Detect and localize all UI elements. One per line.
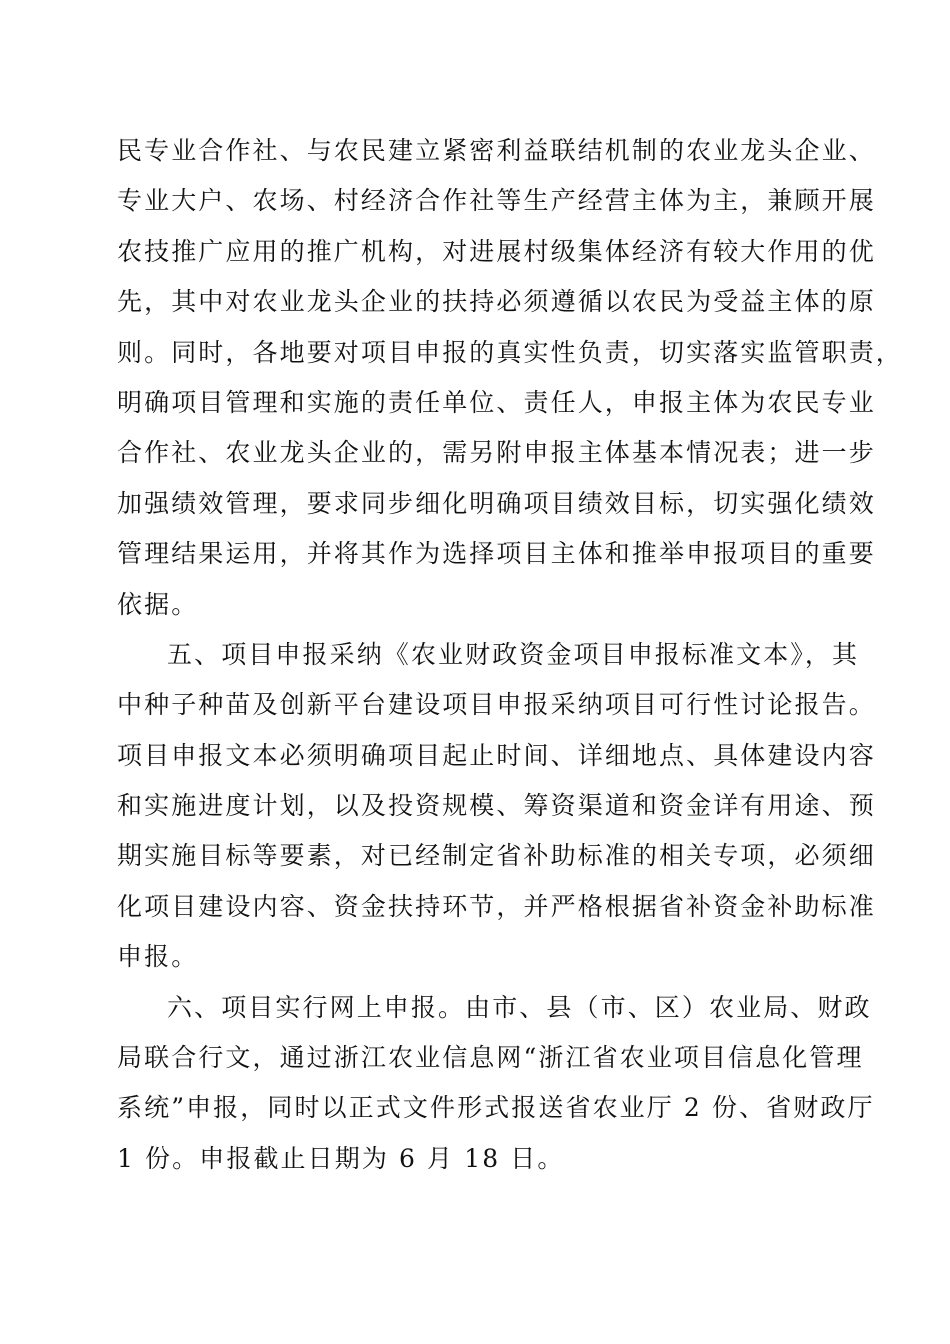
text-line: 项目申报文本必须明确项目起止时间、详细地点、具体建设内容 xyxy=(117,740,876,770)
text-line: 合作社、农业龙头企业的，需另附申报主体基本情况表；进一步 xyxy=(117,438,876,468)
paragraph-item-6 xyxy=(117,983,875,1185)
paragraph-continuation xyxy=(117,126,903,630)
text-line: 依据。 xyxy=(117,589,199,619)
text-line: 申报。 xyxy=(117,942,199,972)
document-body xyxy=(117,126,903,1184)
text-line: 加强绩效管理，要求同步细化明确项目绩效目标，切实强化绩效 xyxy=(117,488,876,518)
text-line: 中种子种苗及创新平台建设项目申报采纳项目可行性讨论报告。 xyxy=(117,690,876,720)
text-line: 化项目建设内容、资金扶持环节，并严格根据省补资金补助标准 xyxy=(117,891,876,921)
text-line: 期实施目标等要素，对已经制定省补助标准的相关专项，必须细 xyxy=(117,841,876,871)
text-line: 农技推广应用的推广机构，对进展村级集体经济有较大作用的优 xyxy=(117,236,876,266)
text-line: 六、项目实行网上申报。由市、县（市、区）农业局、财政 xyxy=(167,992,872,1022)
text-line: 明确项目管理和实施的责任单位、责任人，申报主体为农民专业 xyxy=(117,387,876,417)
text-line: 管理结果运用，并将其作为选择项目主体和推举申报项目的重要 xyxy=(117,539,876,569)
text-line: 专业大户、农场、村经济合作社等生产经营主体为主，兼顾开展 xyxy=(117,186,876,216)
text-line: 先，其中对农业龙头企业的扶持必须遵循以农民为受益主体的原 xyxy=(117,287,876,317)
text-line: 1 份。申报截止日期为 6 月 18 日。 xyxy=(117,1143,565,1173)
text-line: 和实施进度计划，以及投资规模、筹资渠道和资金详有用途、预 xyxy=(117,791,876,821)
text-line: 五、项目申报采纳《农业财政资金项目申报标准文本》，其 xyxy=(167,639,860,669)
text-line: 系统”申报，同时以正式文件形式报送省农业厅 2 份、省财政厅 xyxy=(117,1093,875,1123)
text-line: 局联合行文，通过浙江农业信息网“浙江省农业项目信息化管理 xyxy=(117,1043,864,1073)
text-line: 民专业合作社、与农民建立紧密利益联结机制的农业龙头企业、 xyxy=(117,136,876,165)
text-line: 则。同时，各地要对项目申报的真实性负责，切实落实监管职责， xyxy=(117,337,903,367)
paragraph-item-5 xyxy=(117,630,876,983)
